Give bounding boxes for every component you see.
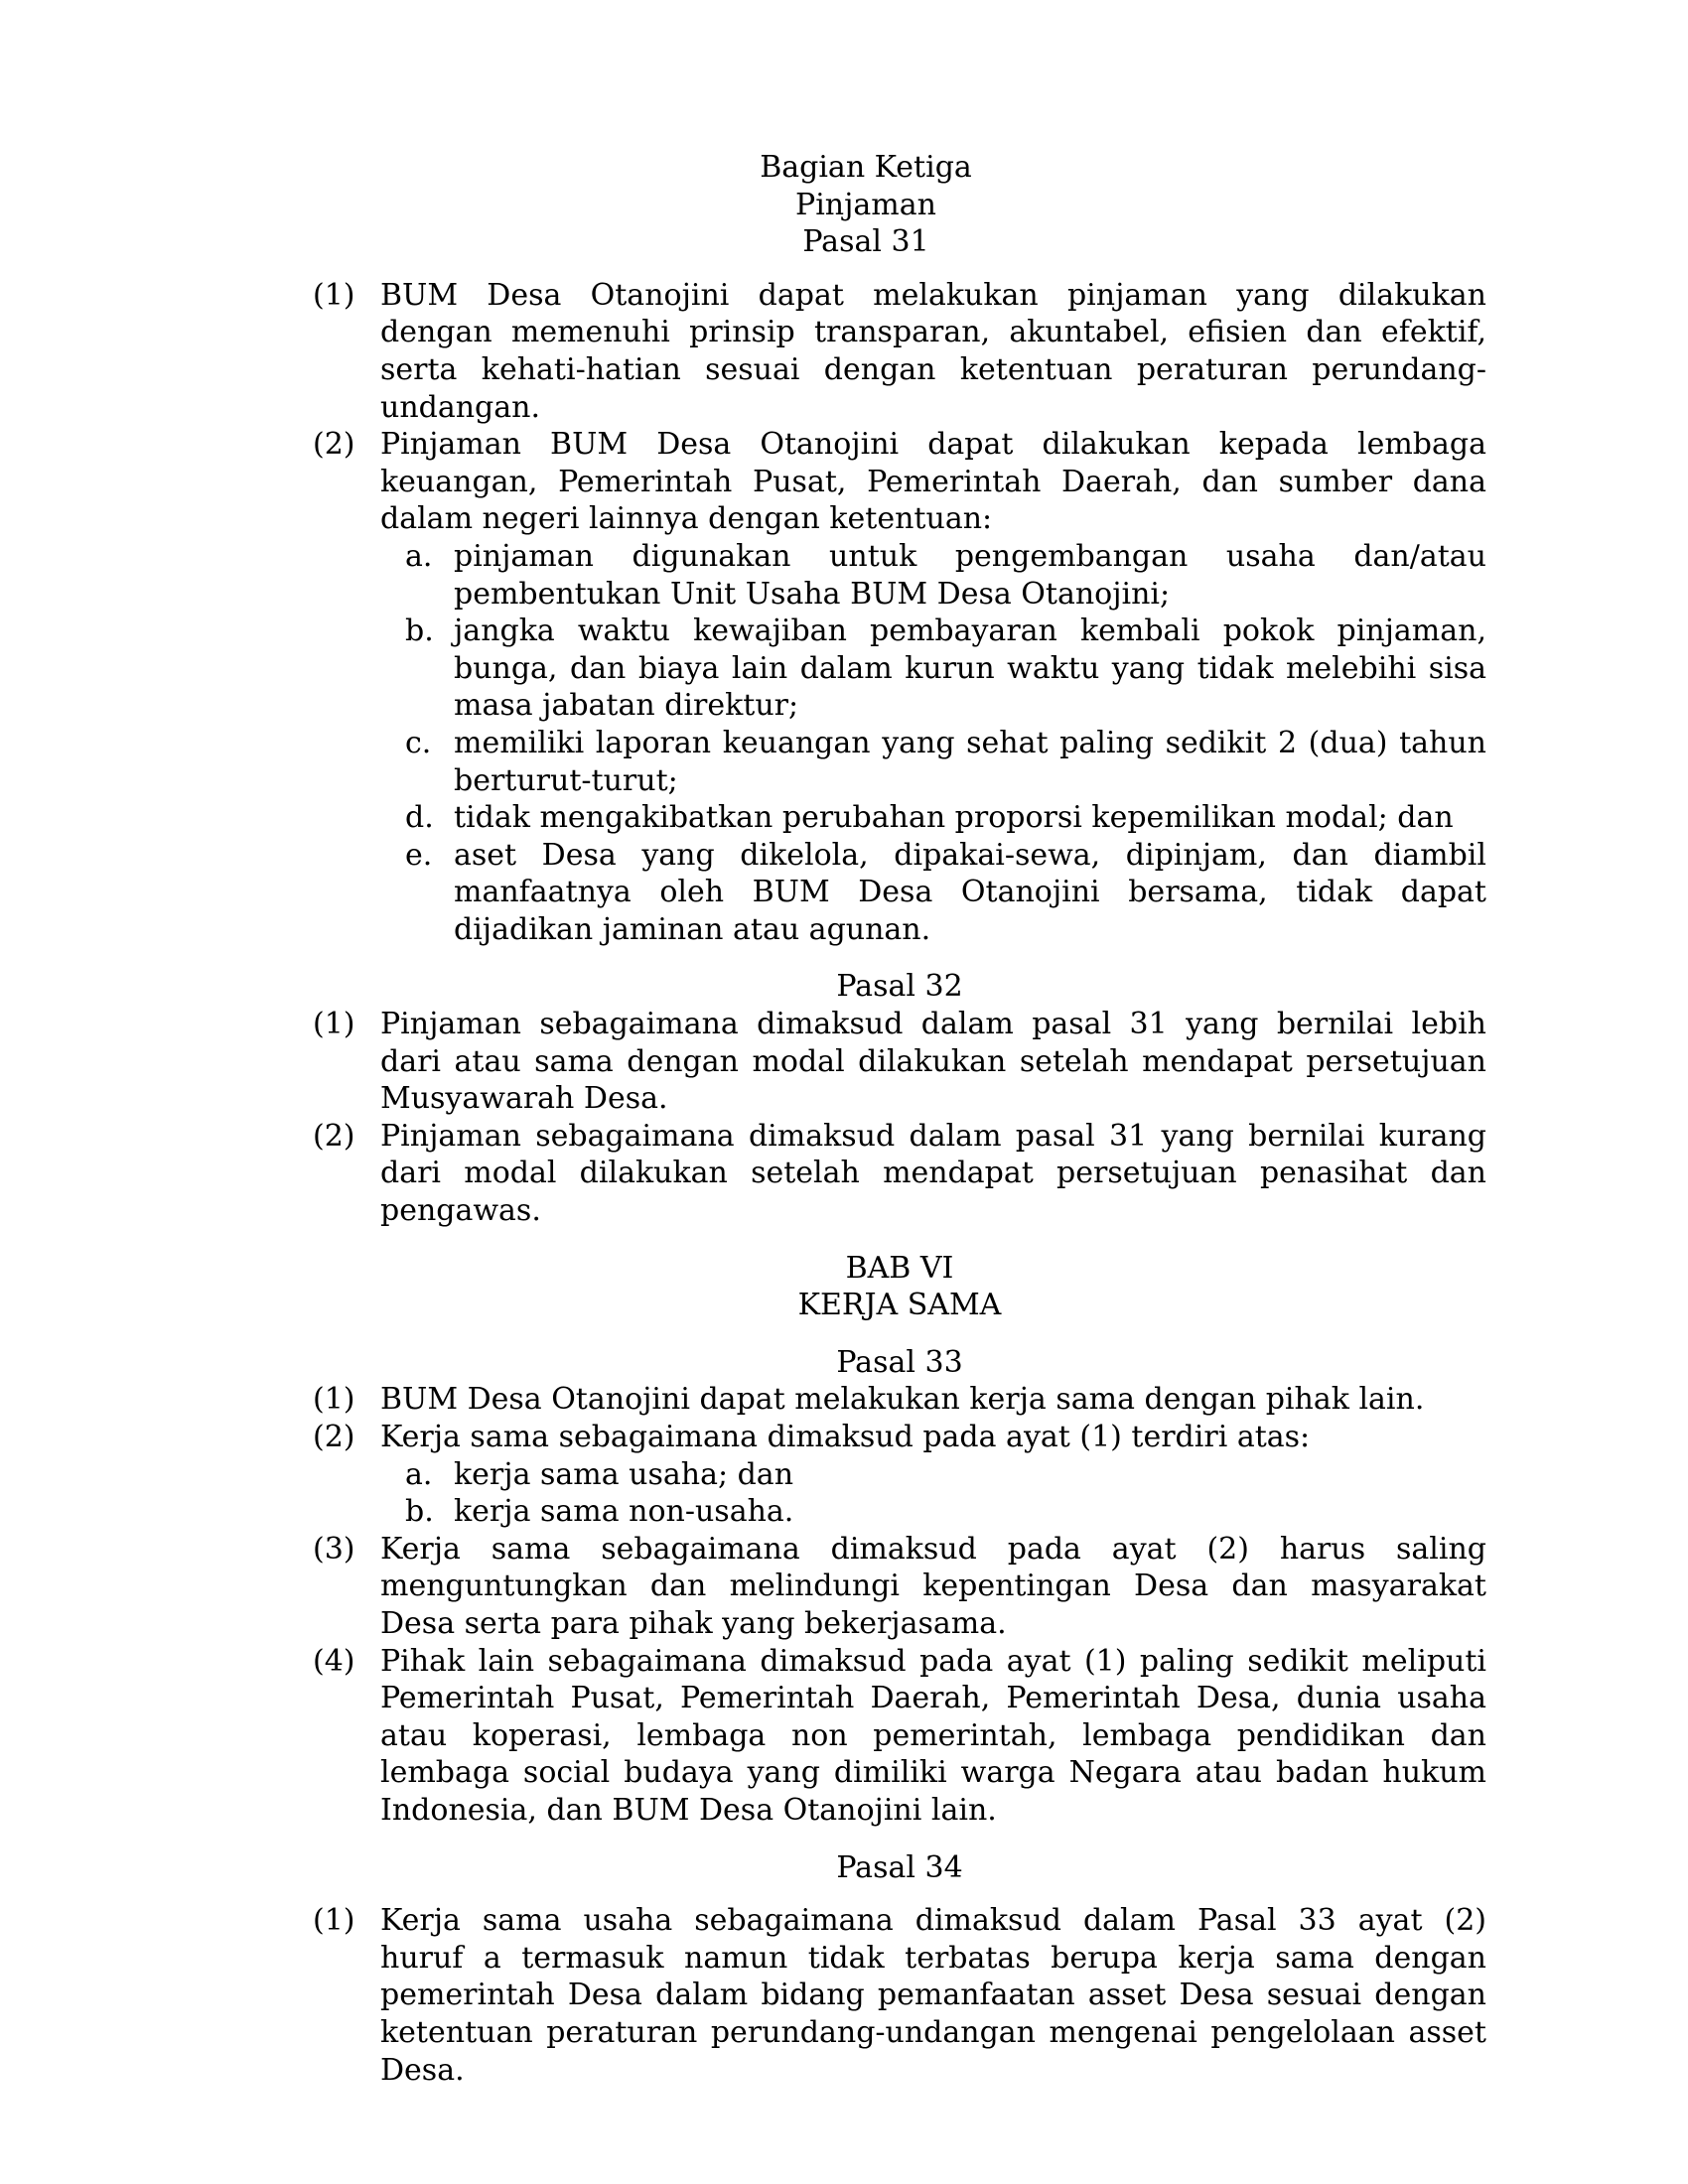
text-line: [380, 1977, 1486, 2014]
item-body: [380, 426, 1486, 948]
sub-list-item: [405, 725, 1486, 799]
text-line: [380, 1717, 1486, 1755]
text-line: [380, 314, 1486, 351]
text-line-content: Pinjaman sebagaimana dimaksud dalam pasal 31 yang bernilai lebih: [380, 1007, 1486, 1042]
item-body: [380, 1118, 1486, 1230]
sub-list-item: [405, 837, 1486, 949]
article-list: [313, 277, 1486, 949]
item-body: [380, 1643, 1486, 1830]
list-item: [313, 1381, 1486, 1419]
article-list: [313, 1006, 1486, 1230]
text-line-content: BUM Desa Otanojini dapat melakukan kerja sama dengan pihak lain.: [380, 1382, 1425, 1418]
text-line-content: Pihak lain sebagaimana dimaksud pada ayat (1) paling sedikit meliputi: [380, 1643, 1486, 1679]
text-line-content: pengawas.: [380, 1193, 541, 1229]
heading-line: Pasal 31: [802, 224, 929, 260]
subitem-marker: a.: [405, 1456, 433, 1492]
text-line: [380, 1605, 1486, 1643]
item-marker: (4): [313, 1643, 355, 1679]
subitem-body: [454, 1493, 1486, 1531]
text-line-content: ketentuan peraturan perundang-undangan mengenai pengelolaan asset: [380, 2014, 1486, 2050]
document-content: [313, 149, 1486, 2089]
text-line: [380, 426, 1486, 464]
heading-line: KERJA SAMA: [797, 1288, 1002, 1323]
text-line: [380, 1754, 1486, 1792]
item-marker: (2): [313, 427, 355, 463]
text-line: [380, 500, 1486, 538]
text-line: [454, 762, 1486, 800]
text-line: [454, 1456, 1486, 1494]
list-item: [313, 426, 1486, 948]
text-line: [454, 613, 1486, 650]
heading-line: Pasal 34: [836, 1849, 963, 1885]
text-line: [454, 725, 1486, 762]
text-line: [454, 1493, 1486, 1531]
section-heading: [313, 968, 1486, 1006]
subitem-marker: b.: [405, 1494, 434, 1530]
section-heading: [279, 149, 1453, 261]
text-line-content: Kerja sama sebagaimana dimaksud pada ayat (2) harus saling: [380, 1531, 1486, 1567]
text-line: [380, 1643, 1486, 1681]
item-marker: (3): [313, 1531, 355, 1567]
heading-line: Pinjaman: [795, 187, 936, 222]
text-line-content: Kerja sama usaha sebagaimana dimaksud dalam Pasal 33 ayat (2): [380, 1903, 1486, 1939]
text-line-content: pembentukan Unit Usaha BUM Desa Otanojini;: [454, 576, 1171, 612]
article-list: [313, 1381, 1486, 1829]
item-body: [380, 1419, 1486, 1531]
text-line: [380, 1902, 1486, 1940]
text-line: [454, 837, 1486, 875]
text-line: [380, 1080, 1486, 1118]
sub-list-item: [405, 799, 1486, 837]
text-line-content: lembaga social budaya yang dimiliki warga Negara atau badan hukum: [380, 1755, 1486, 1791]
text-line: [380, 1940, 1486, 1978]
subitem-body: [454, 837, 1486, 949]
section-heading: [313, 1344, 1486, 1382]
sub-list-item: [405, 538, 1486, 613]
text-line-content: Musyawarah Desa.: [380, 1081, 668, 1117]
subitem-body: [454, 1456, 1486, 1494]
text-line-content: kerja sama non-usaha.: [454, 1494, 794, 1530]
text-line-content: menguntungkan dan melindungi kepentingan Desa dan masyarakat: [380, 1569, 1486, 1604]
item-marker: (1): [313, 1382, 355, 1418]
text-line: [454, 538, 1486, 576]
text-line-content: jangka waktu kewajiban pembayaran kembali pokok pinjaman,: [454, 614, 1486, 649]
heading-line: Bagian Ketiga: [760, 150, 972, 185]
sub-list-item: [405, 1456, 1486, 1494]
item-marker: (2): [313, 1118, 355, 1154]
text-line-content: Pinjaman BUM Desa Otanojini dapat dilakukan kepada lembaga: [380, 427, 1486, 463]
list-item: [313, 1006, 1486, 1118]
text-line-content: kerja sama usaha; dan: [454, 1456, 794, 1492]
list-item: [313, 1531, 1486, 1643]
text-line: [380, 1043, 1486, 1081]
text-line-content: dijadikan jaminan atau agunan.: [454, 911, 931, 947]
text-line-content: masa jabatan direktur;: [454, 688, 799, 724]
text-line-content: Kerja sama sebagaimana dimaksud pada ayat (1) terdiri atas:: [380, 1420, 1311, 1454]
item-body: [380, 1006, 1486, 1118]
text-line-content: bunga, dan biaya lain dalam kurun waktu yang tidak melebihi sisa: [454, 650, 1486, 686]
text-line-content: dengan memenuhi prinsip transparan, akuntabel, efisien dan efektif,: [380, 315, 1486, 350]
text-line-content: serta kehati-hatian sesuai dengan ketentuan peraturan perundang-: [380, 351, 1486, 387]
text-line-content: dalam negeri lainnya dengan ketentuan:: [380, 501, 993, 537]
text-line: [380, 1419, 1486, 1456]
subitem-marker: a.: [405, 538, 433, 574]
text-line-content: Indonesia, dan BUM Desa Otanojini lain.: [380, 1792, 997, 1828]
text-line-content: berturut-turut;: [454, 762, 678, 798]
text-line-content: pemerintah Desa dalam bidang pemanfaatan asset Desa sesuai dengan: [380, 1978, 1486, 2013]
text-line-content: Pemerintah Pusat, Pemerintah Daerah, Pemerintah Desa, dunia usaha: [380, 1681, 1486, 1716]
list-item: [313, 1118, 1486, 1230]
text-line-content: dari modal dilakukan setelah mendapat persetujuan penasihat dan: [380, 1156, 1486, 1191]
text-line: [380, 2014, 1486, 2052]
text-line-content: manfaatnya oleh BUM Desa Otanojini bersama, tidak dapat: [454, 875, 1486, 910]
section-heading: [313, 1849, 1486, 1887]
text-line-content: huruf a termasuk namun tidak terbatas berupa kerja sama dengan: [380, 1940, 1486, 1976]
text-line-content: Pinjaman sebagaimana dimaksud dalam pasal 31 yang bernilai kurang: [380, 1118, 1486, 1154]
list-item: [313, 1643, 1486, 1830]
item-body: [380, 1902, 1486, 2089]
text-line: [454, 874, 1486, 911]
section-heading: [313, 1250, 1486, 1324]
text-line: [454, 576, 1486, 614]
text-line: [380, 1118, 1486, 1156]
text-line: [454, 799, 1486, 837]
subitem-marker: b.: [405, 614, 434, 649]
item-body: [380, 1531, 1486, 1643]
item-marker: (1): [313, 1903, 355, 1939]
text-line-content: aset Desa yang dikelola, dipakai-sewa, dipinjam, dan diambil: [454, 837, 1486, 873]
text-line-content: memiliki laporan keuangan yang sehat paling sedikit 2 (dua) tahun: [454, 725, 1486, 760]
sub-list-item: [405, 1493, 1486, 1531]
heading-line: Pasal 32: [836, 969, 963, 1005]
text-line-content: Desa.: [380, 2052, 465, 2088]
text-line-content: atau koperasi, lembaga non pemerintah, lembaga pendidikan dan: [380, 1717, 1486, 1753]
heading-line: Pasal 33: [836, 1344, 963, 1380]
list-item: [313, 277, 1486, 426]
list-item: [313, 1902, 1486, 2089]
text-line-content: dari atau sama dengan modal dilakukan setelah mendapat persetujuan: [380, 1043, 1486, 1079]
text-line: [380, 351, 1486, 389]
text-line-content: BUM Desa Otanojini dapat melakukan pinjaman yang dilakukan: [380, 277, 1486, 313]
sub-list-item: [405, 613, 1486, 725]
item-marker: (2): [313, 1420, 355, 1454]
text-line: [380, 1531, 1486, 1569]
subitem-body: [454, 613, 1486, 725]
subitem-marker: c.: [405, 725, 432, 760]
subitem-marker: e.: [405, 837, 433, 873]
text-line-content: keuangan, Pemerintah Pusat, Pemerintah Daerah, dan sumber dana: [380, 464, 1486, 499]
subitem-body: [454, 538, 1486, 613]
text-line: [454, 911, 1486, 949]
text-line: [380, 1568, 1486, 1605]
text-line: [380, 1006, 1486, 1043]
text-line: [380, 277, 1486, 315]
subitem-body: [454, 725, 1486, 799]
text-line-content: Desa serta para pihak yang bekerjasama.: [380, 1605, 1007, 1641]
text-line: [454, 687, 1486, 725]
heading-line: BAB VI: [845, 1250, 954, 1286]
text-line: [380, 1381, 1486, 1419]
text-line-content: undangan.: [380, 389, 541, 425]
item-body: [380, 277, 1486, 426]
subitem-body: [454, 799, 1486, 837]
text-line: [380, 1155, 1486, 1192]
item-body: [380, 1381, 1486, 1419]
subitem-marker: d.: [405, 800, 434, 836]
list-item: [313, 1419, 1486, 1531]
text-line: [454, 650, 1486, 688]
article-list: [313, 1902, 1486, 2089]
text-line-content: tidak mengakibatkan perubahan proporsi kepemilikan modal; dan: [454, 800, 1454, 836]
text-line: [380, 389, 1486, 427]
text-line: [380, 1792, 1486, 1830]
text-line: [380, 1680, 1486, 1717]
item-marker: (1): [313, 1007, 355, 1042]
item-marker: (1): [313, 277, 355, 313]
text-line: [380, 2052, 1486, 2090]
text-line: [380, 1192, 1486, 1230]
text-line: [380, 464, 1486, 501]
text-line-content: pinjaman digunakan untuk pengembangan usaha dan/atau: [454, 538, 1486, 574]
